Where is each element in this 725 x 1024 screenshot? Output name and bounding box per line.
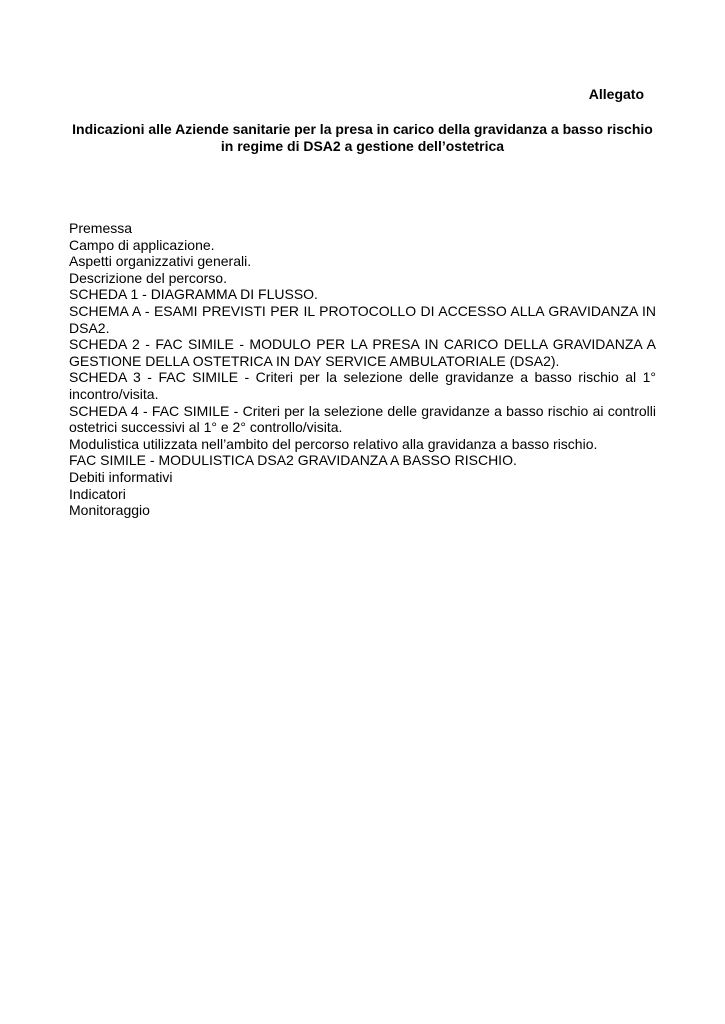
contents-item-indicatori: Indicatori [69,485,126,502]
contents-item-aspetti-organizzativi: Aspetti organizzativi generali. [69,253,252,270]
contents-item-debiti-informativi: Debiti informativi [69,468,173,485]
contents-item-monitoraggio: Monitoraggio [69,502,150,519]
contents-item-modulistica: Modulistica utilizzata nell’ambito del percorso relativo alla gravidanza a basso rischio. [69,435,598,452]
contents-item-scheda-2: SCHEDA 2 - FAC SIMILE - MODULO PER LA PRESA IN CARICO DELLA GRAVIDANZA A GESTIONE DELLA OSTETRICA IN DAY SERVICE AMBULATORIALE (DSA2). [69,336,656,369]
contents-item-fac-simile-modulistica: FAC SIMILE - MODULISTICA DSA2 GRAVIDANZA A BASSO RISCHIO. [69,452,517,469]
contents-list [69,220,656,519]
contents-item-descrizione-percorso: Descrizione del percorso. [69,269,227,286]
document-title: Indicazioni alle Aziende sanitarie per la presa in carico della gravidanza a basso rischio in regime di DSA2 a gestione dell’ostetrica [72,121,653,154]
allegato-label: Allegato [588,86,644,102]
contents-item-scheda-3: SCHEDA 3 - FAC SIMILE - Criteri per la selezione delle gravidanze a basso rischio al 1° incontro/visita. [69,369,656,402]
contents-item-schema-a: SCHEMA A - ESAMI PREVISTI PER IL PROTOCOLLO DI ACCESSO ALLA GRAVIDANZA IN DSA2. [69,302,656,336]
contents-item-scheda-1: SCHEDA 1 - DIAGRAMMA DI FLUSSO. [69,286,318,303]
contents-item-campo-applicazione: Campo di applicazione. [69,236,215,253]
contents-item-premessa: Premessa [69,220,133,236]
contents-item-scheda-4: SCHEDA 4 - FAC SIMILE - Criteri per la selezione delle gravidanze a basso rischio ai controlli ostetrici successivi al 1° e 2° controllo/visita. [69,402,656,436]
